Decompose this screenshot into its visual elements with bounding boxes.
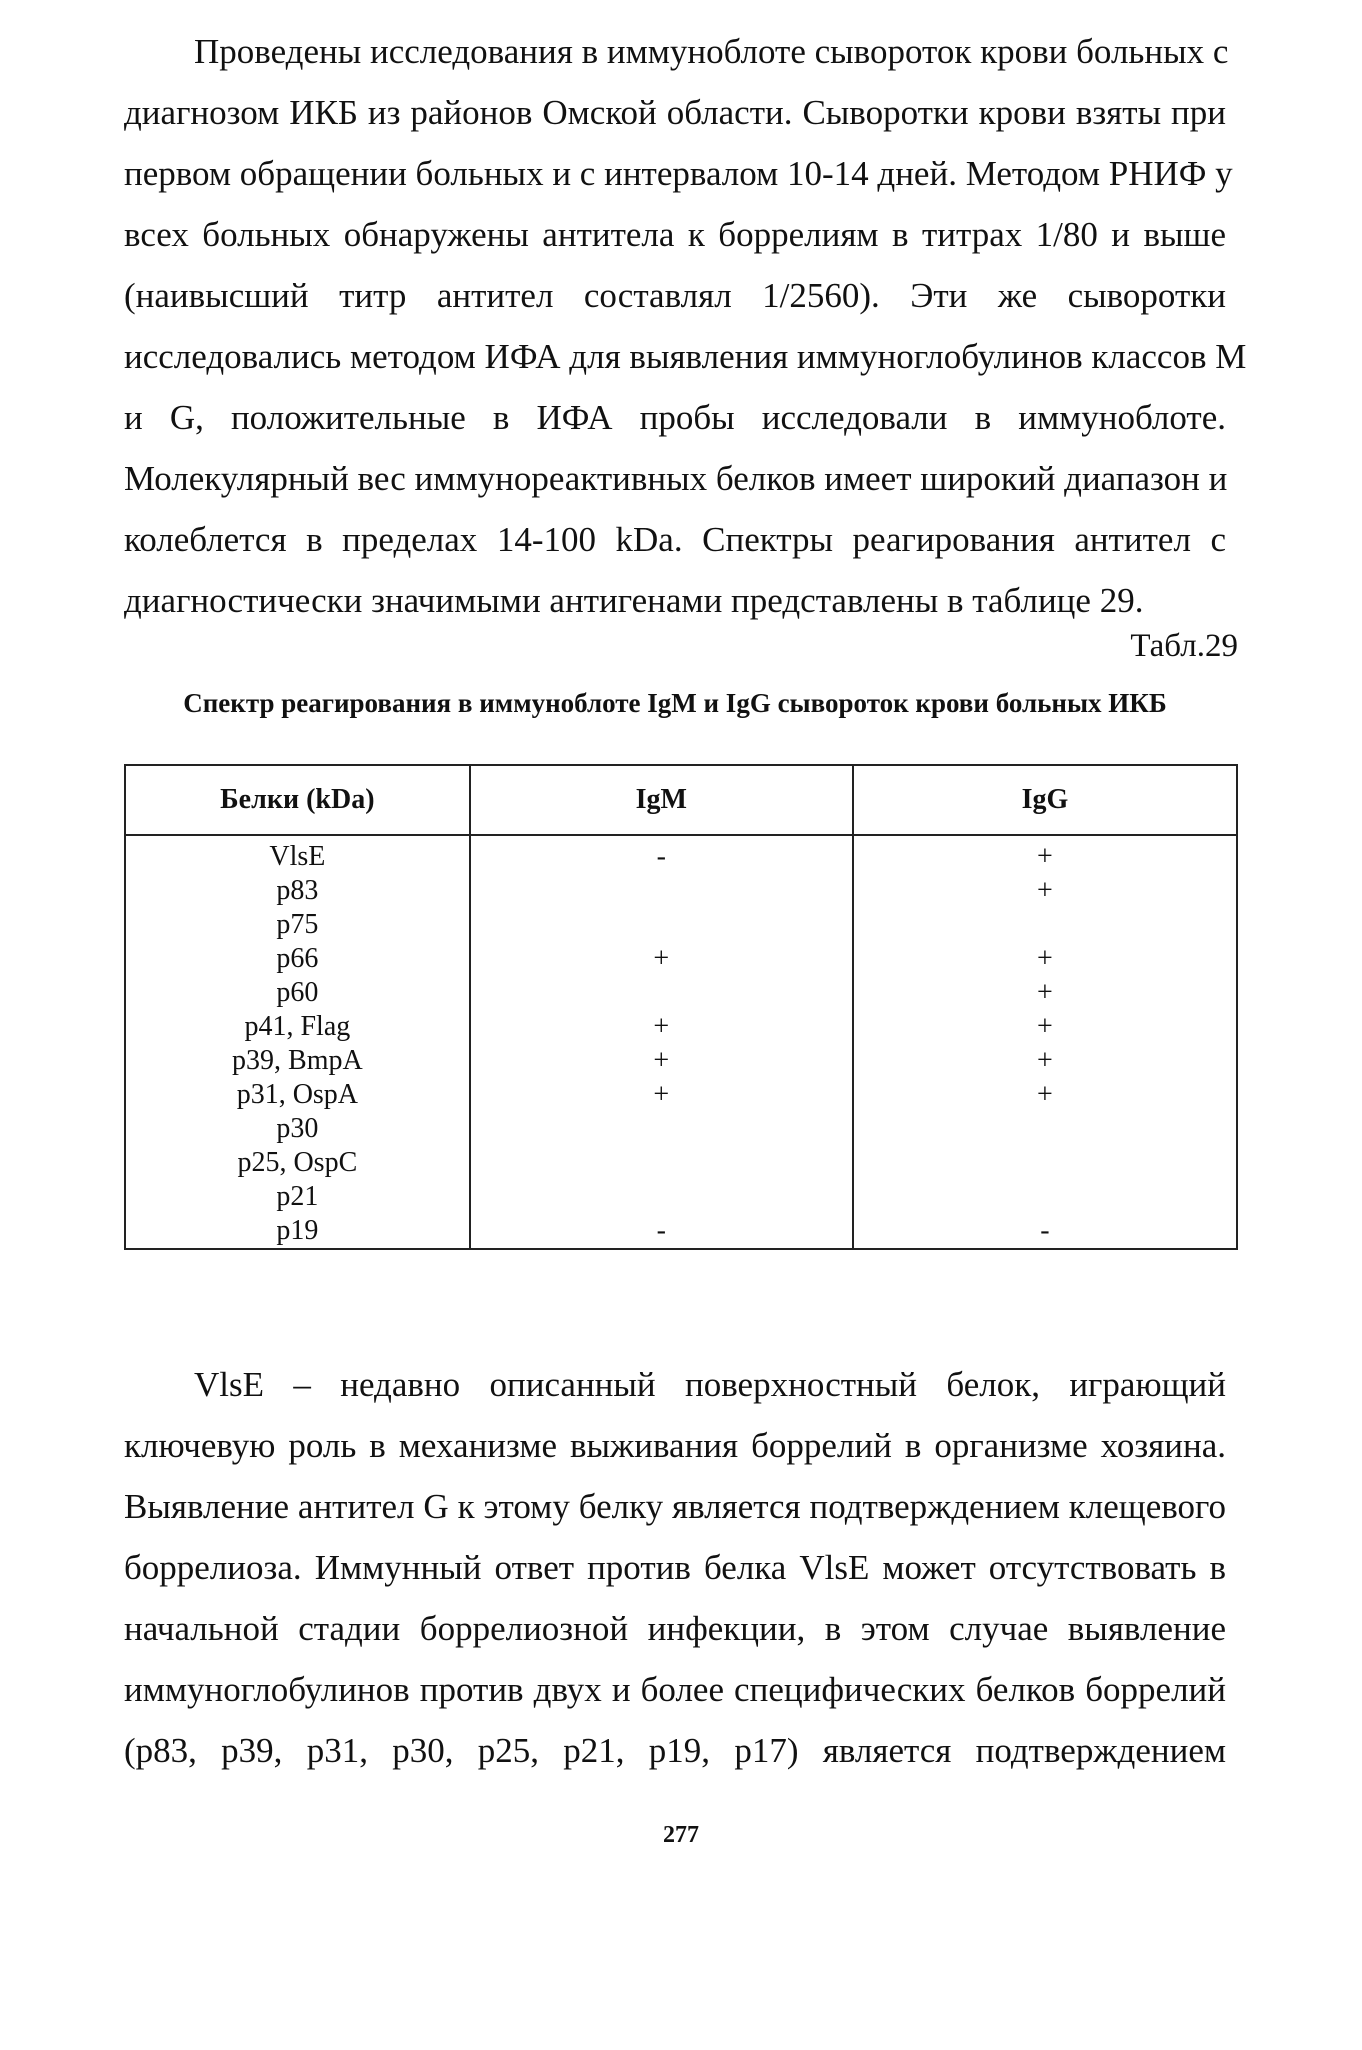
text-line: Молекулярный вес иммунореактивных белков имеет широкий диапазон и [124,459,1228,498]
table-row [125,1010,1237,1044]
protein-cell: p19 [125,1214,470,1249]
protein-cell: p41, Flag [125,1010,470,1044]
table-row [125,976,1237,1010]
protein-cell: p31, OspA [125,1078,470,1112]
table-header-row [125,765,1237,835]
text-line: диагнозом ИКБ из районов Омской области. Сыворотки крови взяты при [124,93,1226,132]
igm-cell [470,1146,853,1180]
igm-cell: - [470,835,853,874]
table-row [125,1044,1237,1078]
header-proteins: Белки (kDa) [125,765,470,835]
igg-cell: + [853,835,1237,874]
igm-cell [470,976,853,1010]
text-line: (p83, p39, p31, p30, p25, p21, p19, p17) является подтверждением [124,1731,1226,1770]
igm-cell: + [470,942,853,976]
igg-cell [853,1146,1237,1180]
text-line: всех больных обнаружены антитела к боррелиям в титрах 1/80 и выше [124,215,1226,254]
protein-cell: VlsE [125,835,470,874]
igg-cell: + [853,874,1237,908]
text-line: иммуноглобулинов против двух и более специфических белков боррелий [124,1670,1226,1709]
text-line: первом обращении больных и с интервалом 10-14 дней. Методом РНИФ у [124,154,1233,193]
igg-cell [853,1180,1237,1214]
igg-cell: + [853,942,1237,976]
header-igg: IgG [853,765,1237,835]
text-line: Проведены исследования в иммуноблоте сывороток крови больных с [194,32,1229,71]
table-row [125,1078,1237,1112]
igg-cell [853,908,1237,942]
text-line: и G, положительные в ИФА пробы исследовали в иммуноблоте. [124,398,1226,437]
protein-cell: p39, BmpA [125,1044,470,1078]
protein-cell: p75 [125,908,470,942]
igm-cell [470,908,853,942]
intro-paragraph [124,21,1247,631]
text-line: начальной стадии боррелиозной инфекции, в этом случае выявление [124,1609,1226,1648]
protein-cell: p21 [125,1180,470,1214]
page-number: 277 [663,1822,699,1848]
text-line: колеблется в пределах 14-100 kDa. Спектры реагирования антител с [124,520,1226,559]
igm-cell [470,874,853,908]
text-line: боррелиоза. Иммунный ответ против белка VlsE может отсутствовать в [124,1548,1226,1587]
protein-cell: p66 [125,942,470,976]
igm-cell: - [470,1214,853,1249]
text-line: VlsE – недавно описанный поверхностный белок, играющий [194,1365,1226,1404]
protein-cell: p30 [125,1112,470,1146]
text-line: ключевую роль в механизме выживания боррелий в организме хозяина. [124,1426,1226,1465]
protein-cell: p60 [125,976,470,1010]
igg-cell: + [853,1078,1237,1112]
igg-cell: + [853,1044,1237,1078]
igm-cell [470,1112,853,1146]
table-row [125,942,1237,976]
igg-cell: - [853,1214,1237,1249]
table-row [125,835,1237,874]
protein-cell: p25, OspC [125,1146,470,1180]
igg-cell: + [853,976,1237,1010]
body-paragraph [124,1354,1226,1781]
text-line: исследовались методом ИФА для выявления иммуноглобулинов классов М [124,337,1247,376]
header-igm: IgM [470,765,853,835]
table-number-label: Табл.29 [1130,628,1238,664]
igg-cell [853,1112,1237,1146]
table-row [125,1180,1237,1214]
igm-cell: + [470,1078,853,1112]
immunoblot-table [124,764,1238,1250]
table-row [125,1146,1237,1180]
table-row [125,1214,1237,1249]
table-row [125,908,1237,942]
igm-cell: + [470,1044,853,1078]
text-line: диагностически значимыми антигенами представлены в таблице 29. [124,581,1144,620]
igg-cell: + [853,1010,1237,1044]
table-row [125,874,1237,908]
text-line: (наивысший титр антител составлял 1/2560). Эти же сыворотки [124,276,1226,315]
igm-cell [470,1180,853,1214]
protein-cell: p83 [125,874,470,908]
table-row [125,1112,1237,1146]
table-caption: Спектр реагирования в иммуноблоте IgM и IgG сывороток крови больных ИКБ [183,688,1167,718]
igm-cell: + [470,1010,853,1044]
text-line: Выявление антител G к этому белку является подтверждением клещевого [124,1487,1226,1526]
